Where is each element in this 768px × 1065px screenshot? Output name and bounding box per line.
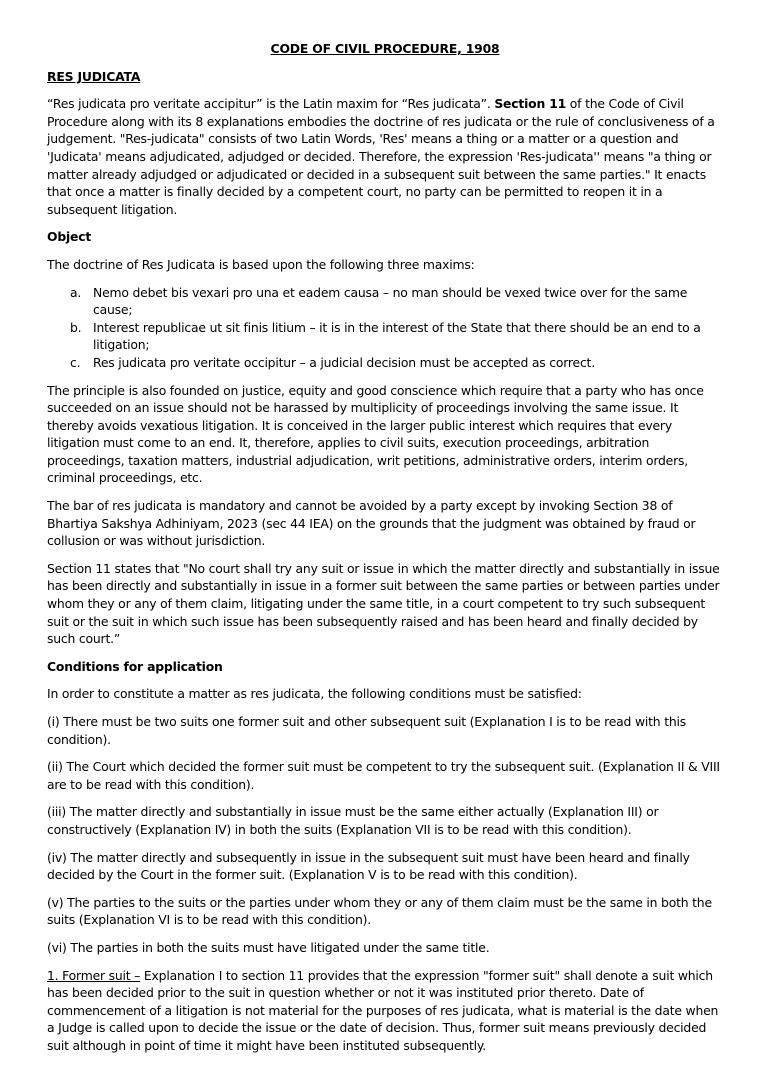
section11-paragraph: Section 11 states that "No court shall try any suit or issue in which the matter directly and substantially in issue has been directly and substantially in issue in a former suit between the same parties or between parties under whom they or any of them claim, litigating under the same title, in a court competent to try such subsequent suit or the suit in which such issue has been subsequently raised and has been heard and finally decided by such court.” xyxy=(47,560,720,647)
condition-item: (vi) The parties in both the suits must have litigated under the same title. xyxy=(47,939,490,955)
condition-item: (v) The parties to the suits or the parties under whom they or any of them claim must be the same in both the suits (Explanation VI is to be read with this condition). xyxy=(47,894,712,928)
maxims-intro: The doctrine of Res Judicata is based upon the following three maxims: xyxy=(47,256,475,272)
former-suit-label: 1. Former suit – xyxy=(47,967,141,983)
document-body xyxy=(47,40,723,1065)
object-heading: Object xyxy=(47,229,92,245)
list-marker: c. xyxy=(70,354,81,370)
list-item-text: Interest republicae ut sit finis litium – it is in the interest of the State that there should be an end to a litigation; xyxy=(93,319,701,353)
condition-item: (i) There must be two suits one former suit and other subsequent suit (Explanation I is to be read with this condition). xyxy=(47,714,686,747)
intro-text-b: of the Code of Civil Procedure along with its 8 explanations embodies the doctrine of res judicata or the rule of conclusiveness of a judgement. "Res-judicata" consists of two Latin Words, 'Res' means a thing or a matter or a question and 'Judicata' means adjudicated, adjudged or decided. Therefore, the expression 'Res-judicata'' means "a thing or matter already adjudged or adjudicated or decided in a subsequent suit between the same parties." It enacts that once a matter is finally decided by a competent court, no party can be permitted to reopen it in a subsequent litigation. xyxy=(47,96,715,217)
bar-paragraph: The bar of res judicata is mandatory and cannot be avoided by a party except by invoking Section 38 of Bhartiya Sakshya Adhiniyam, 2023 (sec 44 IEA) on the grounds that the judgment was obtained by fraud or collusion or was without jurisdiction. xyxy=(47,498,696,549)
list-marker: b. xyxy=(70,319,82,335)
intro-text-a: “Res judicata pro veritate accipitur” is the Latin maxim for “Res judicata”. xyxy=(47,96,495,112)
list-item xyxy=(47,354,723,372)
intro-bold-section: Section 11 xyxy=(494,96,567,112)
list-item-text: Res judicata pro veritate occipitur – a judicial decision must be accepted as correct. xyxy=(93,354,595,370)
list-item xyxy=(47,319,723,354)
principle-paragraph: The principle is also founded on justice, equity and good conscience which require that a party who has once succeeded on an issue should not be harassed by multiplicity of proceedings involving the same issue. It thereby avoids vexatious litigation. It is conceived in the larger public interest which requires that every litigation must come to an end. It, therefore, applies to civil suits, execution proceedings, arbitration proceedings, taxation matters, industrial adjudication, writ petitions, administrative orders, interim orders, criminal proceedings, etc. xyxy=(47,382,704,486)
condition-item: (iv) The matter directly and subsequently in issue in the subsequent suit must have been heard and finally decided by the Court in the former suit. (Explanation V is to be read with this condition). xyxy=(47,849,690,883)
list-marker: a. xyxy=(70,284,82,300)
list-item-text: Nemo debet bis vexari pro una et eadem causa – no man should be vexed twice over for the same cause; xyxy=(93,284,688,318)
maxims-list xyxy=(47,284,723,372)
intro-paragraph xyxy=(47,95,723,218)
conditions-intro: In order to constitute a matter as res judicata, the following conditions must be satisfied: xyxy=(47,686,582,702)
condition-item: (ii) The Court which decided the former suit must be competent to try the subsequent suit. (Explanation II & VIII are to be read with this condition). xyxy=(47,759,720,792)
document-title: CODE OF CIVIL PROCEDURE, 1908 xyxy=(270,41,500,56)
list-item xyxy=(47,284,723,319)
section-heading: RES JUDICATA xyxy=(47,68,141,84)
former-suit-text: Explanation I to section 11 provides that the expression "former suit" shall denote a suit which has been decided prior to the suit in question whether or not it was instituted prior thereto. Date of commencement of a litigation is not material for the purposes of res judicata, what is material is the date when a Judge is called upon to decide the issue or the date of decision. Thus, former suit means previously decided suit although in point of time it might have been instituted subsequently. xyxy=(47,967,719,1053)
former-suit-paragraph xyxy=(47,967,723,1055)
condition-item: (iii) The matter directly and substantially in issue must be the same either actually (Explanation III) or constructively (Explanation IV) in both the suits (Explanation VII is to be read with this condition). xyxy=(47,804,659,837)
conditions-heading: Conditions for application xyxy=(47,658,223,674)
